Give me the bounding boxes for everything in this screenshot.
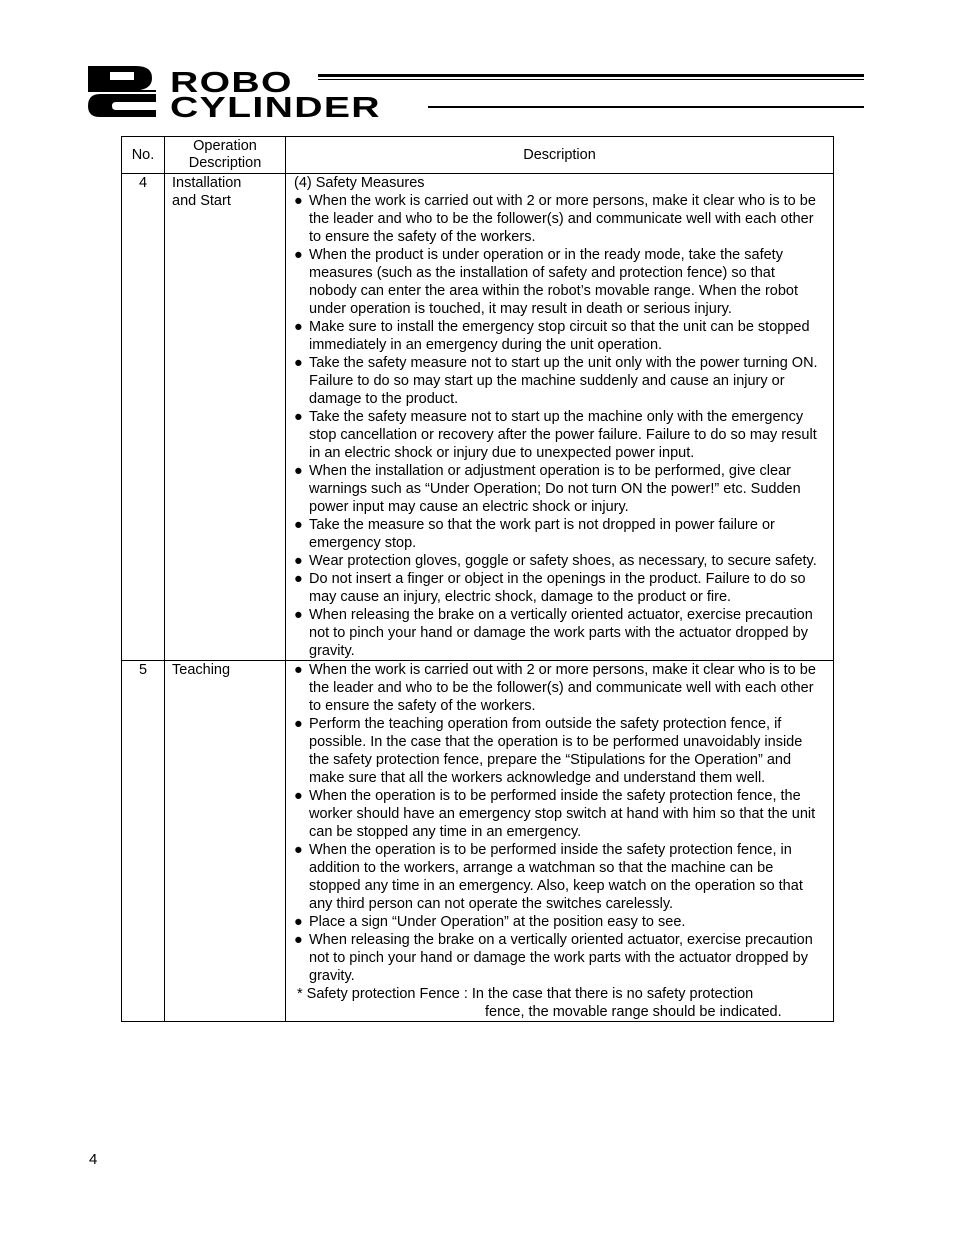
- page-number: 4: [89, 1151, 98, 1168]
- header-rule-top-2: [318, 79, 864, 80]
- bullet-item: ● Take the safety measure not to start up the unit only with the power turning ON. Failure to do so may start up the machine suddenly and cause an injury or damage to the product.: [294, 355, 818, 407]
- bullet-icon: ●: [294, 842, 303, 858]
- header-no: No.: [122, 137, 165, 174]
- bullet-item: ● When the product is under operation or in the ready mode, take the safety measures (such as the installation of safety and protection fence) so that nobody can enter the area within the robot’s movable range. When the robot under operation is touched, it may result in death or serious injury.: [294, 247, 799, 317]
- bullet-item: ● When releasing the brake on a vertically oriented actuator, exercise precaution not to pinch your hand or damage the work parts with the actuator dropped by gravity.: [294, 607, 813, 659]
- bullet-icon: ●: [294, 553, 303, 569]
- bullet-item: ● When releasing the brake on a vertically oriented actuator, exercise precaution not to pinch your hand or damage the work parts with the actuator dropped by gravity.: [294, 932, 813, 984]
- bullet-icon: ●: [294, 355, 303, 371]
- bullet-icon: ●: [294, 716, 303, 732]
- bullet-icon: ●: [294, 932, 303, 948]
- row-description: [286, 661, 834, 1022]
- bullet-icon: ●: [294, 517, 303, 533]
- header-description: Description: [286, 137, 834, 174]
- bullet-item: ● Take the measure so that the work part is not dropped in power failure or emergency stop.: [294, 517, 775, 551]
- bullet-item: ● When the work is carried out with 2 or more persons, make it clear who is to be the leader and who to be the follower(s) and communicate well with each other to ensure the safety of the workers.: [294, 193, 816, 245]
- table-row: [122, 661, 834, 1022]
- bullet-icon: ●: [294, 409, 303, 425]
- bullet-icon: ●: [294, 571, 303, 587]
- bullet-item: ● Do not insert a finger or object in the openings in the product. Failure to do so may cause an injury, electric shock, damage to the product or fire.: [294, 571, 806, 605]
- bullet-icon: ●: [294, 247, 303, 263]
- bullet-icon: ●: [294, 607, 303, 623]
- row-operation: Teaching: [165, 661, 286, 1022]
- bullet-item: ● When the operation is to be performed inside the safety protection fence, in addition to the workers, arrange a watchman so that the machine can be stopped any time in an emergency. Also, keep watch on the operation so that any third person can not operate the switches carelessly.: [294, 842, 803, 912]
- bullet-icon: ●: [294, 914, 303, 930]
- bullet-item: ● When the installation or adjustment operation is to be performed, give clear warnings such as “Under Operation; Do not turn ON the power!” etc. Sudden power input may cause an electric shock or injury.: [294, 463, 801, 515]
- bullet-icon: ●: [294, 662, 303, 678]
- header-rule-bottom: [428, 106, 864, 108]
- bullet-icon: ●: [294, 193, 303, 209]
- bullet-item: ● Take the safety measure not to start up the machine only with the emergency stop cancellation or recovery after the power failure. Failure to do so may result in an electric shock or injury due to unexpected power input.: [294, 409, 817, 461]
- bullet-item: ● Place a sign “Under Operation” at the position easy to see.: [294, 914, 686, 930]
- bullet-icon: ●: [294, 788, 303, 804]
- row-no: 4: [122, 174, 165, 661]
- bullet-item: ● When the work is carried out with 2 or more persons, make it clear who is to be the leader and who to be the follower(s) and communicate well with each other to ensure the safety of the workers.: [294, 662, 816, 714]
- subheading: (4) Safety Measures: [294, 175, 425, 191]
- bullet-item: ● Perform the teaching operation from outside the safety protection fence, if possible. In the case that the operation is to be performed unavoidably inside the safety protection fence, prepare the “Stipulations for the Operation” and make sure that all the workers acknowledge and understand them well.: [294, 716, 803, 786]
- header-operation: Operation Description: [165, 137, 286, 174]
- row-no: 5: [122, 661, 165, 1022]
- logo-text-robo: ROBO: [170, 67, 293, 99]
- table-header-row: [122, 137, 834, 174]
- footnote: * Safety protection Fence : In the case that there is no safety protection: [297, 986, 754, 1002]
- logo-text-cylinder: CYLINDER: [170, 92, 381, 124]
- rc-logo-mark: [86, 64, 160, 118]
- header-rule-top-1: [318, 74, 864, 77]
- table-row: [122, 174, 834, 661]
- footnote-continued: fence, the movable range should be indicated.: [485, 1004, 782, 1020]
- safety-table: [121, 136, 834, 1022]
- page-header: [86, 64, 866, 124]
- bullet-icon: ●: [294, 319, 303, 335]
- bullet-item: ● When the operation is to be performed inside the safety protection fence, the worker should have an emergency stop switch at hand with him so that the unit can be stopped any time in an emergency.: [294, 788, 816, 840]
- bullet-icon: ●: [294, 463, 303, 479]
- bullet-item: ● Wear protection gloves, goggle or safety shoes, as necessary, to secure safety.: [294, 553, 817, 569]
- row-operation: Installation and Start: [165, 174, 286, 661]
- row-description: [286, 174, 834, 661]
- bullet-item: ● Make sure to install the emergency stop circuit so that the unit can be stopped immediately in an emergency during the unit operation.: [294, 319, 810, 353]
